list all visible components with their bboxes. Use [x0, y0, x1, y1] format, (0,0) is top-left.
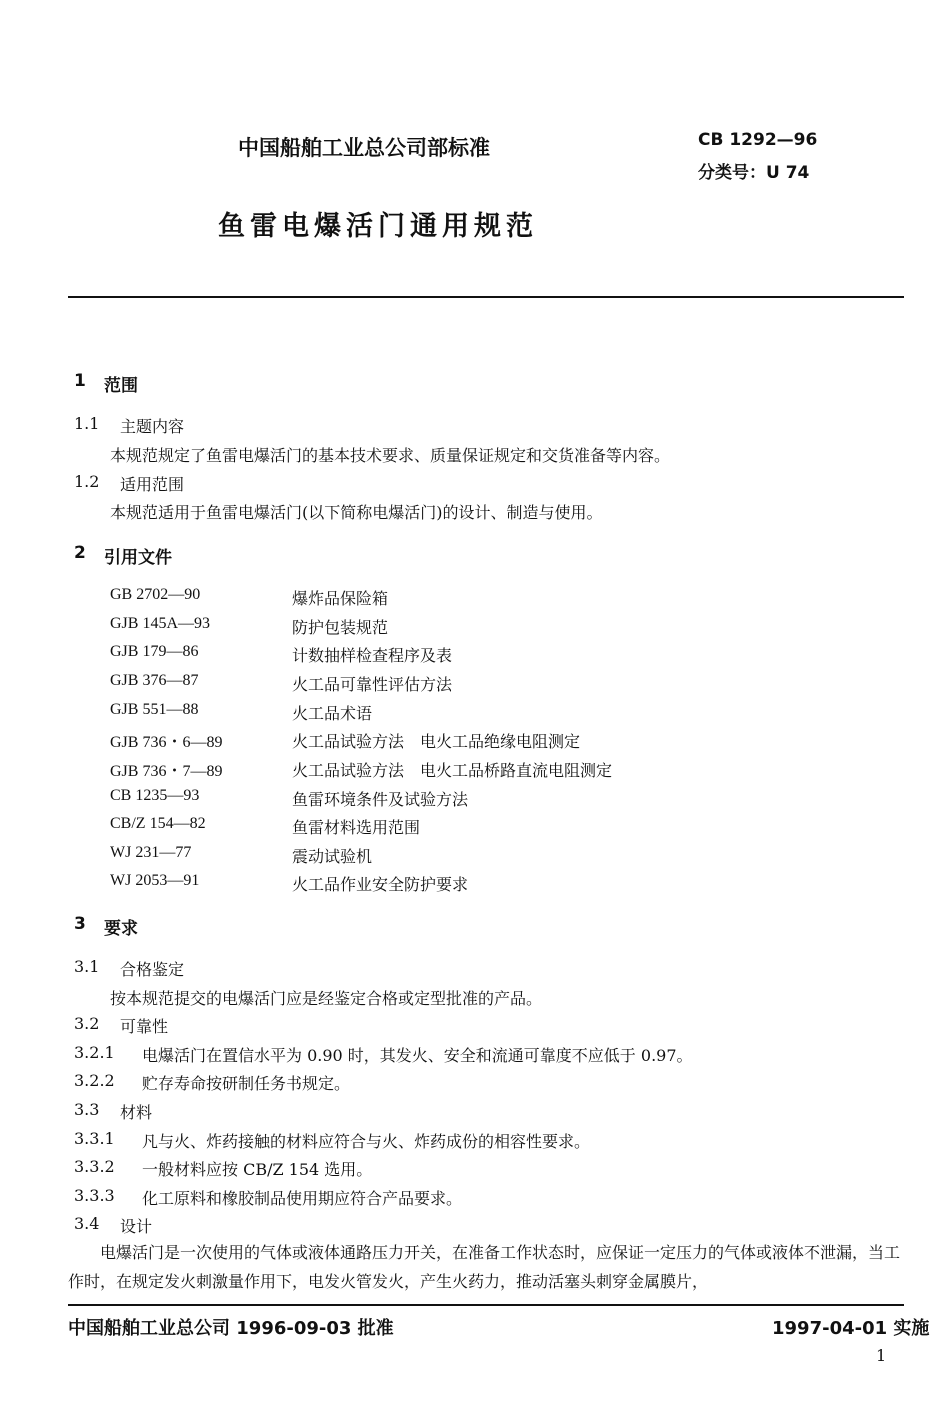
section-1-2-number: 1.2 [74, 472, 100, 491]
reference-code: GJB 179—86 [110, 643, 199, 660]
standard-code: CB 1292—96 [698, 130, 818, 150]
section-1-heading: 范围 [104, 376, 138, 396]
section-1-2-heading: 适用范围 [120, 475, 185, 494]
section-1-1-text: 本规范规定了鱼雷电爆活门的基本技术要求、质量保证规定和交货准备等内容。 [110, 446, 671, 465]
reference-code: CB 1235—93 [110, 787, 200, 804]
reference-title: 鱼雷环境条件及试验方法 [292, 790, 469, 809]
effective-date: 1997-04-01 实施 [772, 1318, 930, 1339]
reference-title: 计数抽样检查程序及表 [292, 646, 453, 665]
section-3-4-number: 3.4 [74, 1214, 100, 1233]
section-3-number: 3 [74, 914, 86, 934]
classification-number: 分类号：U 74 [698, 163, 810, 183]
page-number: 1 [876, 1346, 887, 1365]
issuing-organization: 中国船舶工业总公司部标准 [238, 136, 490, 160]
section-2-number: 2 [74, 543, 86, 563]
section-3-heading: 要求 [104, 919, 138, 939]
section-1-2-text: 本规范适用于鱼雷电爆活门(以下简称电爆活门)的设计、制造与使用。 [110, 503, 603, 522]
reference-title: 震动试验机 [292, 847, 373, 866]
section-3-3-2-number: 3.3.2 [74, 1157, 115, 1176]
reference-code: WJ 231—77 [110, 844, 192, 861]
section-3-2-1-number: 3.2.1 [74, 1043, 115, 1062]
section-3-2-heading: 可靠性 [120, 1017, 169, 1036]
approval-line: 中国船舶工业总公司 1996-09-03 批准 [68, 1318, 394, 1339]
footer-divider [68, 1304, 904, 1306]
section-2-heading: 引用文件 [104, 548, 172, 568]
reference-title: 火工品术语 [292, 704, 373, 723]
reference-title: 火工品试验方法 电火工品桥路直流电阻测定 [292, 761, 613, 780]
reference-title: 火工品试验方法 电火工品绝缘电阻测定 [292, 732, 581, 751]
reference-code: GJB 736・7—89 [110, 763, 223, 780]
reference-code: GJB 551—88 [110, 701, 199, 718]
reference-title: 爆炸品保险箱 [292, 589, 389, 608]
section-3-3-number: 3.3 [74, 1100, 100, 1119]
section-3-3-3-number: 3.3.3 [74, 1186, 115, 1205]
section-3-3-1-number: 3.3.1 [74, 1129, 115, 1148]
section-1-number: 1 [74, 371, 86, 391]
section-3-3-2-text: 一般材料应按 CB/Z 154 选用。 [142, 1160, 373, 1179]
reference-code: GJB 376—87 [110, 672, 199, 689]
section-3-1-number: 3.1 [74, 957, 100, 976]
section-1-1-heading: 主题内容 [120, 417, 185, 436]
header-divider [68, 296, 904, 298]
section-1-1-number: 1.1 [74, 414, 100, 433]
section-3-2-1-text: 电爆活门在置信水平为 0.90 时，其发火、安全和流通可靠度不应低于 0.97。 [142, 1046, 693, 1065]
reference-code: GB 2702—90 [110, 586, 201, 603]
section-3-1-text: 按本规范提交的电爆活门应是经鉴定合格或定型批准的产品。 [110, 989, 543, 1008]
reference-title: 火工品可靠性评估方法 [292, 675, 453, 694]
document-title: 鱼雷电爆活门通用规范 [218, 211, 538, 242]
reference-code: WJ 2053—91 [110, 872, 200, 889]
reference-code: GJB 145A—93 [110, 615, 211, 632]
section-3-4-heading: 设计 [120, 1217, 153, 1236]
section-3-3-heading: 材料 [120, 1103, 153, 1122]
section-3-2-2-number: 3.2.2 [74, 1071, 115, 1090]
reference-title: 鱼雷材料选用范围 [292, 818, 421, 837]
reference-code: GJB 736・6—89 [110, 734, 223, 751]
section-3-2-2-text: 贮存寿命按研制任务书规定。 [142, 1074, 351, 1093]
section-3-2-number: 3.2 [74, 1014, 100, 1033]
reference-title: 防护包装规范 [292, 618, 389, 637]
section-3-4-paragraph: 电爆活门是一次使用的气体或液体通路压力开关，在准备工作状态时，应保证一定压力的气体或液体不泄漏，当工作时，在规定发火刺激量作用下，电发火管发火，产生火药力，推动活塞头刺穿金属膜片， [68, 1243, 901, 1291]
section-3-1-heading: 合格鉴定 [120, 960, 185, 979]
reference-code: CB/Z 154—82 [110, 815, 206, 832]
section-3-3-1-text: 凡与火、炸药接触的材料应符合与火、炸药成份的相容性要求。 [142, 1132, 591, 1151]
section-3-3-3-text: 化工原料和橡胶制品使用期应符合产品要求。 [142, 1189, 463, 1208]
reference-title: 火工品作业安全防护要求 [292, 875, 469, 894]
